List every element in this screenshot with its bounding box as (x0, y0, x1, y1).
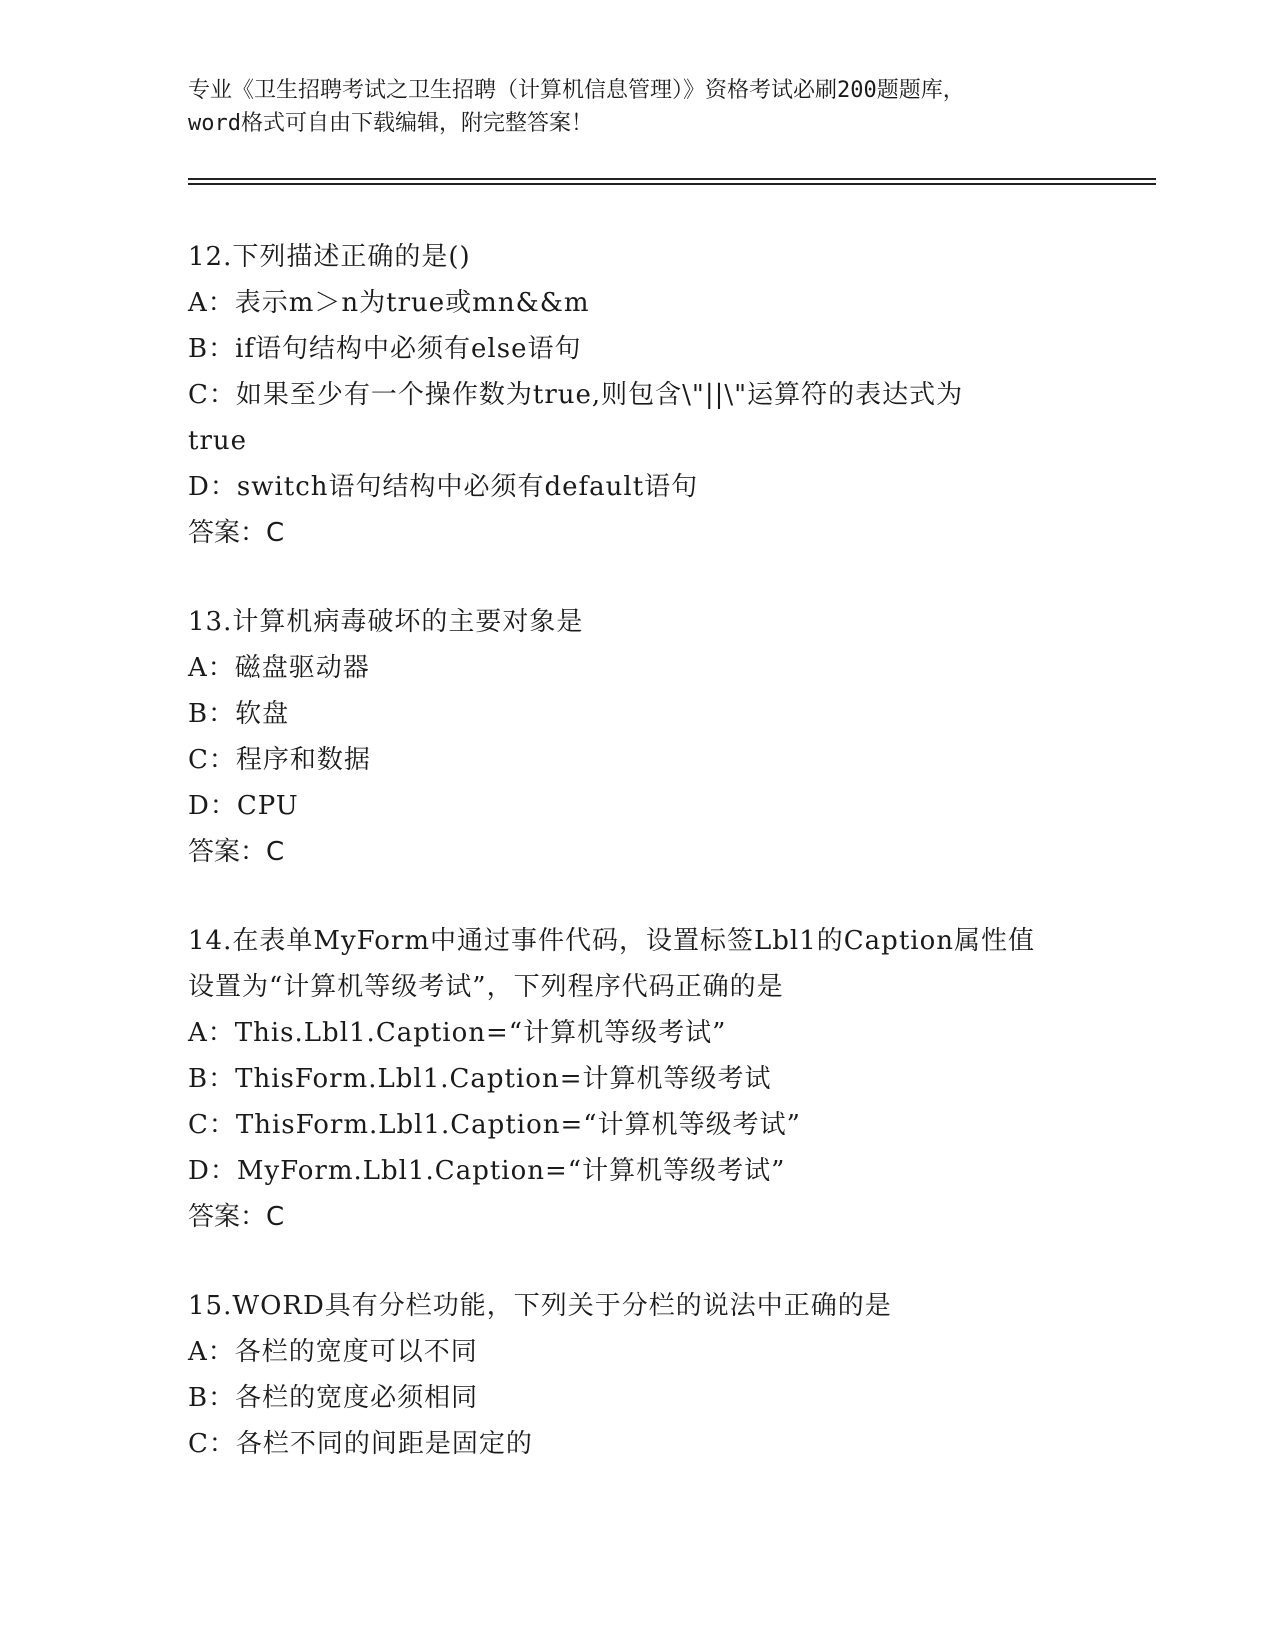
option-d: D：MyForm.Lbl1.Caption=“计算机等级考试” (188, 1156, 786, 1186)
option-b: B：软盘 (188, 699, 290, 729)
option-b: B：ThisForm.Lbl1.Caption=计算机等级考试 (188, 1064, 772, 1094)
option-c: C：程序和数据 (188, 745, 371, 775)
option-a: A：表示m＞n为true或mn&&m (188, 288, 590, 318)
option-b: B：if语句结构中必须有else语句 (188, 334, 582, 364)
answer-line: 答案：C (188, 1202, 285, 1232)
question-stem-continued: 设置为“计算机等级考试”，下列程序代码正确的是 (188, 972, 784, 1002)
document-header (188, 74, 1088, 140)
question-13 (188, 599, 1088, 875)
option-a: A：各栏的宽度可以不同 (188, 1337, 478, 1367)
question-12 (188, 234, 1088, 556)
answer-line: 答案：C (188, 837, 285, 867)
header-title-line-2: word格式可自由下载编辑，附完整答案！ (188, 111, 593, 136)
question-stem: 14.在表单MyForm中通过事件代码，设置标签Lbl1的Caption属性值 (188, 926, 1035, 956)
question-stem: 13.计算机病毒破坏的主要对象是 (188, 607, 584, 637)
option-b: B：各栏的宽度必须相同 (188, 1383, 479, 1413)
answer-line: 答案：C (188, 518, 285, 548)
question-stem: 12.下列描述正确的是() (188, 242, 471, 272)
header-divider-bottom (188, 183, 1156, 185)
option-c: C：ThisForm.Lbl1.Caption=“计算机等级考试” (188, 1110, 801, 1140)
header-title-line-1: 专业《卫生招聘考试之卫生招聘（计算机信息管理）》资格考试必刷200题题库， (188, 78, 965, 103)
option-d: D：CPU (188, 791, 299, 821)
question-stem: 15.WORD具有分栏功能，下列关于分栏的说法中正确的是 (188, 1291, 892, 1321)
question-15 (188, 1283, 1088, 1467)
option-c: C：如果至少有一个操作数为true,则包含\"||\"运算符的表达式为 (188, 380, 964, 410)
option-a: A：磁盘驱动器 (188, 653, 370, 683)
question-list (188, 234, 1088, 1510)
option-c: C：各栏不同的间距是固定的 (188, 1429, 533, 1459)
option-a: A：This.Lbl1.Caption=“计算机等级考试” (188, 1018, 727, 1048)
option-c-continued: true (188, 426, 248, 456)
header-divider-top (188, 178, 1156, 180)
question-14 (188, 918, 1088, 1240)
option-d: D：switch语句结构中必须有default语句 (188, 472, 699, 502)
